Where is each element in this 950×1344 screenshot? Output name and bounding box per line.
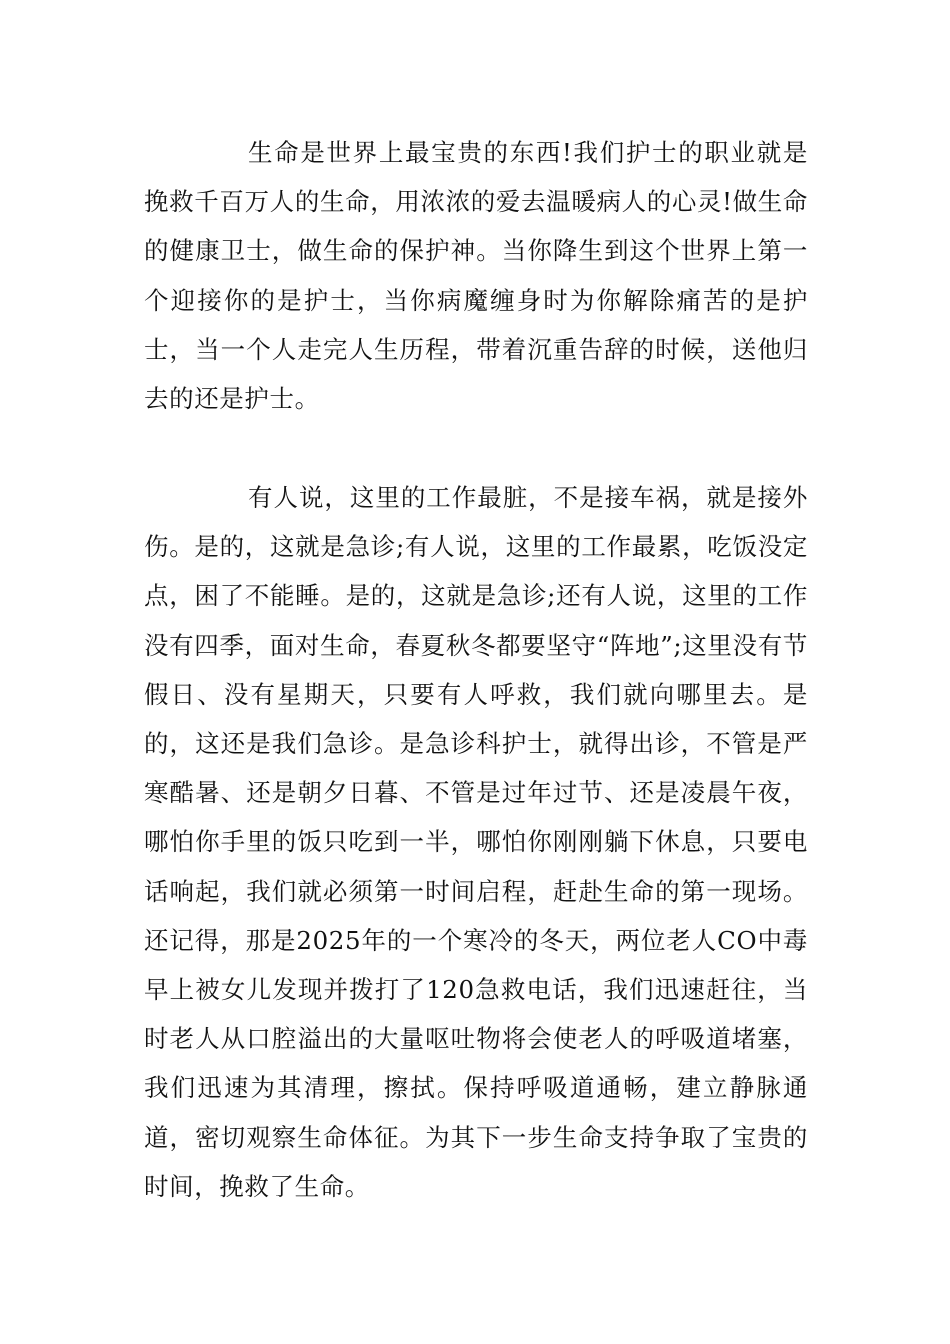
paragraph-1: 生命是世界上最宝贵的东西!我们护士的职业就是挽救千百万人的生命，用浓浓的爱去温暖病人的心灵!做生命的健康卫士，做生命的保护神。当你降生到这个世界上第一个迎接你的是护士，当你病魔缠身时为你解除痛苦的是护士，当一个人走完人生历程，带着沉重告辞的时候，送他归去的还是护士。	[144, 138, 808, 414]
paragraph-2: 有人说，这里的工作最脏，不是接车祸，就是接外伤。是的，这就是急诊;有人说，这里的工作最累，吃饭没定点，困了不能睡。是的，这就是急诊;还有人说，这里的工作没有四季，面对生命，春夏秋冬都要坚守“阵地”;这里没有节假日、没有星期天，只要有人呼救，我们就向哪里去。是的，这还是我们急诊。是急诊科护士，就得出诊，不管是严寒酷暑、还是朝夕日暮、不管是过年过节、还是凌晨午夜，哪怕你手里的饭只吃到一半，哪怕你刚刚躺下休息，只要电话响起，我们就必须第一时间启程，赶赴生命的第一现场。还记得，那是2025年的一个寒冷的冬天，两位老人CO中毒早上被女儿发现并拨打了120急救电话，我们迅速赶往，当时老人从口腔溢出的大量呕吐物将会使老人的呼吸道堵塞，我们迅速为其清理，擦拭。保持呼吸道通畅，建立静脉通道，密切观察生命体征。为其下一步生命支持争取了宝贵的时间，挽救了生命。	[144, 483, 808, 1201]
